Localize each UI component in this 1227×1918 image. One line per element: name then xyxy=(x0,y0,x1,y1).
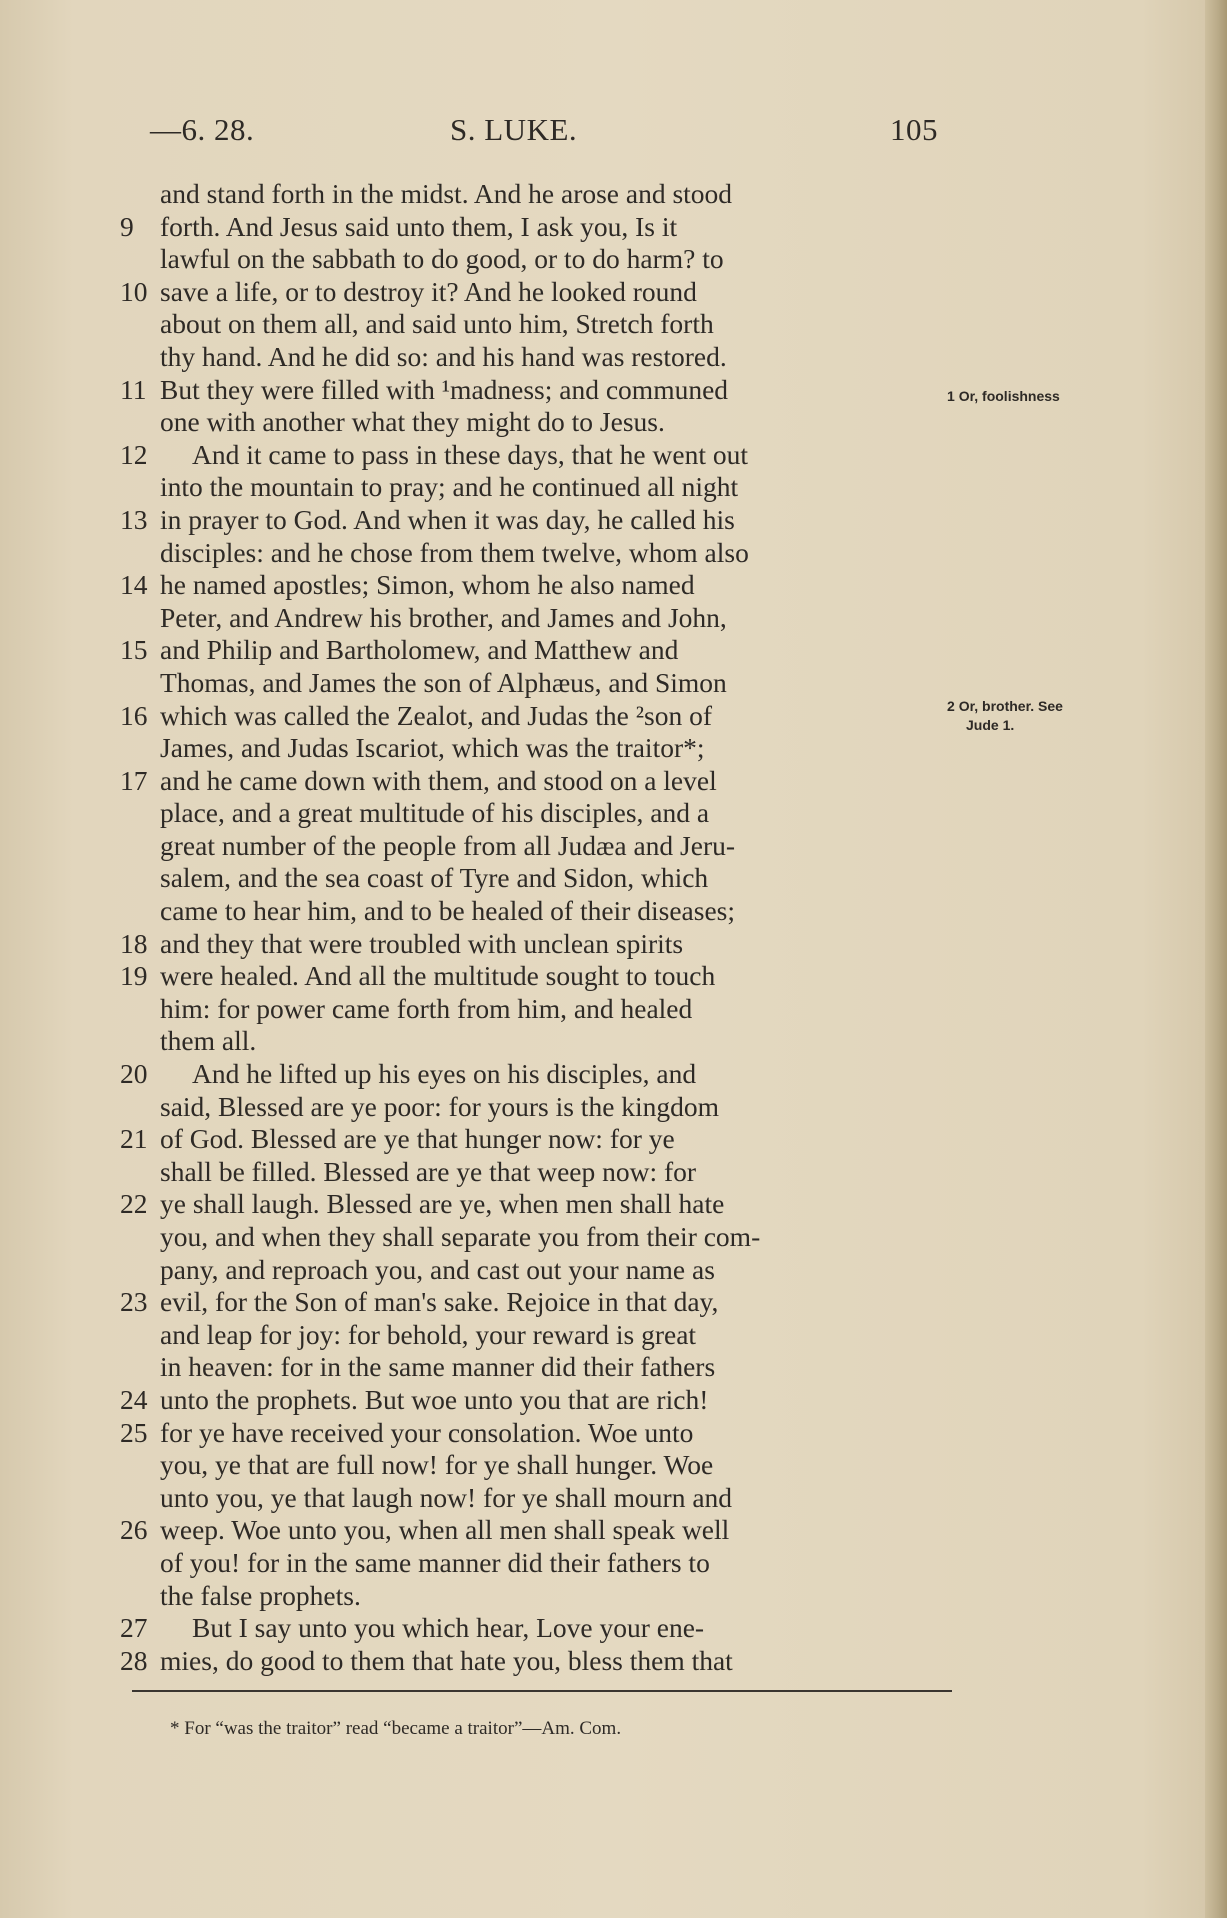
line-text: of you! for in the same manner did their fathers to xyxy=(160,1546,710,1578)
text-line xyxy=(120,928,960,961)
margin-note-2 xyxy=(947,698,1063,714)
page-number: 105 xyxy=(890,112,938,147)
line-text: and he came down with them, and stood on a level xyxy=(160,764,717,796)
text-line xyxy=(120,797,960,830)
line-text: in heaven: for in the same manner did their fathers xyxy=(160,1351,716,1383)
line-text: of God. Blessed are ye that hunger now: for ye xyxy=(160,1123,675,1155)
line-text: And he lifted up his eyes on his disciples, and xyxy=(192,1058,697,1090)
verse-number: 26 xyxy=(120,1514,148,1546)
text-line xyxy=(120,276,960,309)
text-line xyxy=(120,374,960,407)
verse-number: 22 xyxy=(120,1188,148,1220)
verse-number: 23 xyxy=(120,1286,148,1318)
line-text: about on them all, and said unto him, Stretch forth xyxy=(160,308,714,340)
footnote-rule xyxy=(132,1690,952,1692)
line-text: in prayer to God. And when it was day, he called his xyxy=(160,503,735,535)
text-line xyxy=(120,1221,960,1254)
text-line xyxy=(120,471,960,504)
line-text: salem, and the sea coast of Tyre and Sidon, which xyxy=(160,862,709,894)
line-text: Thomas, and James the son of Alphæus, and Simon xyxy=(160,666,727,698)
verse-number: 17 xyxy=(120,764,148,796)
verse-number: 16 xyxy=(120,699,148,731)
line-text: and Philip and Bartholomew, and Matthew and xyxy=(160,634,679,666)
margin-note-text: Or, brother. See xyxy=(958,698,1063,714)
text-line xyxy=(120,1384,960,1417)
text-line xyxy=(120,1091,960,1124)
text-line xyxy=(120,634,960,667)
line-text: shall be filled. Blessed are ye that weep now: for xyxy=(160,1155,697,1187)
text-line xyxy=(120,1547,960,1580)
text-line xyxy=(120,1482,960,1515)
line-text: said, Blessed are ye poor: for yours is the kingdom xyxy=(160,1090,720,1122)
line-text: great number of the people from all Judæa and Jeru- xyxy=(160,829,736,861)
margin-note-1 xyxy=(947,388,1060,404)
line-text: one with another what they might do to Jesus. xyxy=(160,406,665,438)
text-line xyxy=(120,406,960,439)
line-text: for ye have received your consolation. Woe unto xyxy=(160,1416,694,1448)
margin-note-text: Or, foolishness xyxy=(958,388,1060,404)
text-line xyxy=(120,960,960,993)
line-text: and stand forth in the midst. And he arose and stood xyxy=(160,178,733,209)
line-text: But I say unto you which hear, Love your ene- xyxy=(192,1612,705,1644)
verse-number: 25 xyxy=(120,1416,148,1448)
line-text: him: for power came forth from him, and healed xyxy=(160,992,693,1024)
line-text: save a life, or to destroy it? And he looked round xyxy=(160,275,697,307)
verse-number: 14 xyxy=(120,569,148,601)
line-text: place, and a great multitude of his disciples, and a xyxy=(160,797,710,829)
line-text: were healed. And all the multitude sought to touch xyxy=(160,960,716,992)
verse-number: 18 xyxy=(120,927,148,959)
line-text: evil, for the Son of man's sake. Rejoice in that day, xyxy=(160,1286,719,1318)
line-text: James, and Judas Iscariot, which was the traitor*; xyxy=(160,732,705,764)
line-text: thy hand. And he did so: and his hand was restored. xyxy=(160,340,727,372)
text-line xyxy=(120,993,960,1026)
text-line xyxy=(120,602,960,635)
line-text: unto you, ye that laugh now! for ye shall mourn and xyxy=(160,1481,733,1513)
page-edge-shadow xyxy=(1205,0,1227,1918)
text-line xyxy=(120,895,960,928)
text-line xyxy=(120,1058,960,1091)
line-text: weep. Woe unto you, when all men shall speak well xyxy=(160,1514,730,1546)
verse-number: 24 xyxy=(120,1383,148,1415)
margin-note-marker: 1 xyxy=(947,388,955,404)
verse-number: 21 xyxy=(120,1123,148,1155)
text-line xyxy=(120,1449,960,1482)
text-line xyxy=(120,1645,960,1678)
verse-number: 9 xyxy=(120,210,134,242)
text-line xyxy=(120,1188,960,1221)
text-line xyxy=(120,439,960,472)
line-text: Peter, and Andrew his brother, and James and John, xyxy=(160,601,727,633)
line-text: he named apostles; Simon, whom he also named xyxy=(160,569,695,601)
verse-number: 10 xyxy=(120,275,148,307)
verse-number: 20 xyxy=(120,1058,148,1090)
line-text: you, and when they shall separate you from their com- xyxy=(160,1221,761,1252)
line-text: and they that were troubled with unclean spirits xyxy=(160,927,684,959)
text-line xyxy=(120,1417,960,1450)
verse-number: 27 xyxy=(120,1612,148,1644)
verse-number: 12 xyxy=(120,438,148,470)
line-text: you, ye that are full now! for ye shall hunger. Woe xyxy=(160,1449,714,1481)
line-text: disciples: and he chose from them twelve, whom also xyxy=(160,536,749,568)
verse-number: 15 xyxy=(120,634,148,666)
text-line xyxy=(120,700,960,733)
text-line xyxy=(120,1580,960,1613)
line-text: forth. And Jesus said unto them, I ask you, Is it xyxy=(160,210,678,242)
header-reference: —6. 28. xyxy=(150,112,255,147)
line-text: them all. xyxy=(160,1025,257,1057)
running-header xyxy=(150,112,940,162)
verse-number: 13 xyxy=(120,503,148,535)
text-line xyxy=(120,765,960,798)
text-line xyxy=(120,243,960,276)
text-line xyxy=(120,341,960,374)
text-line xyxy=(120,1254,960,1287)
text-line xyxy=(120,667,960,700)
line-text: mies, do good to them that hate you, bless them that xyxy=(160,1644,733,1676)
scripture-text-column xyxy=(120,178,960,1677)
text-line xyxy=(120,1123,960,1156)
text-line xyxy=(120,308,960,341)
text-line xyxy=(120,1612,960,1645)
text-line xyxy=(120,830,960,863)
line-text: ye shall laugh. Blessed are ye, when men shall hate xyxy=(160,1188,725,1220)
margin-note-2-continued xyxy=(966,717,1014,733)
verse-number: 19 xyxy=(120,960,148,992)
verse-number: 11 xyxy=(120,373,147,405)
text-line xyxy=(120,537,960,570)
line-text: and leap for joy: for behold, your reward is great xyxy=(160,1318,697,1350)
text-line xyxy=(120,178,960,211)
text-line xyxy=(120,862,960,895)
header-book-title: S. LUKE. xyxy=(450,112,578,147)
line-text: into the mountain to pray; and he continued all night xyxy=(160,471,739,503)
text-line xyxy=(120,1156,960,1189)
text-line xyxy=(120,1025,960,1058)
text-line xyxy=(120,1351,960,1384)
text-line xyxy=(120,1319,960,1352)
line-text: lawful on the sabbath to do good, or to do harm? to xyxy=(160,243,724,275)
text-line xyxy=(120,211,960,244)
footnote: * For “was the traitor” read “became a traitor”—Am. Com. xyxy=(170,1718,622,1739)
text-line xyxy=(120,569,960,602)
line-text: pany, and reproach you, and cast out your name as xyxy=(160,1253,715,1285)
text-line xyxy=(120,1514,960,1547)
margin-note-marker: 2 xyxy=(947,698,955,714)
line-text: But they were filled with ¹madness; and communed xyxy=(160,373,729,405)
line-text: came to hear him, and to be healed of their diseases; xyxy=(160,895,735,927)
text-line xyxy=(120,1286,960,1319)
line-text: And it came to pass in these days, that he went out xyxy=(192,438,748,470)
line-text: the false prophets. xyxy=(160,1579,361,1611)
text-line xyxy=(120,504,960,537)
margin-note-text: Jude 1. xyxy=(966,717,1015,733)
line-text: which was called the Zealot, and Judas the ²son of xyxy=(160,699,712,731)
text-line xyxy=(120,732,960,765)
line-text: unto the prophets. But woe unto you that are rich! xyxy=(160,1383,709,1415)
verse-number: 28 xyxy=(120,1644,148,1676)
